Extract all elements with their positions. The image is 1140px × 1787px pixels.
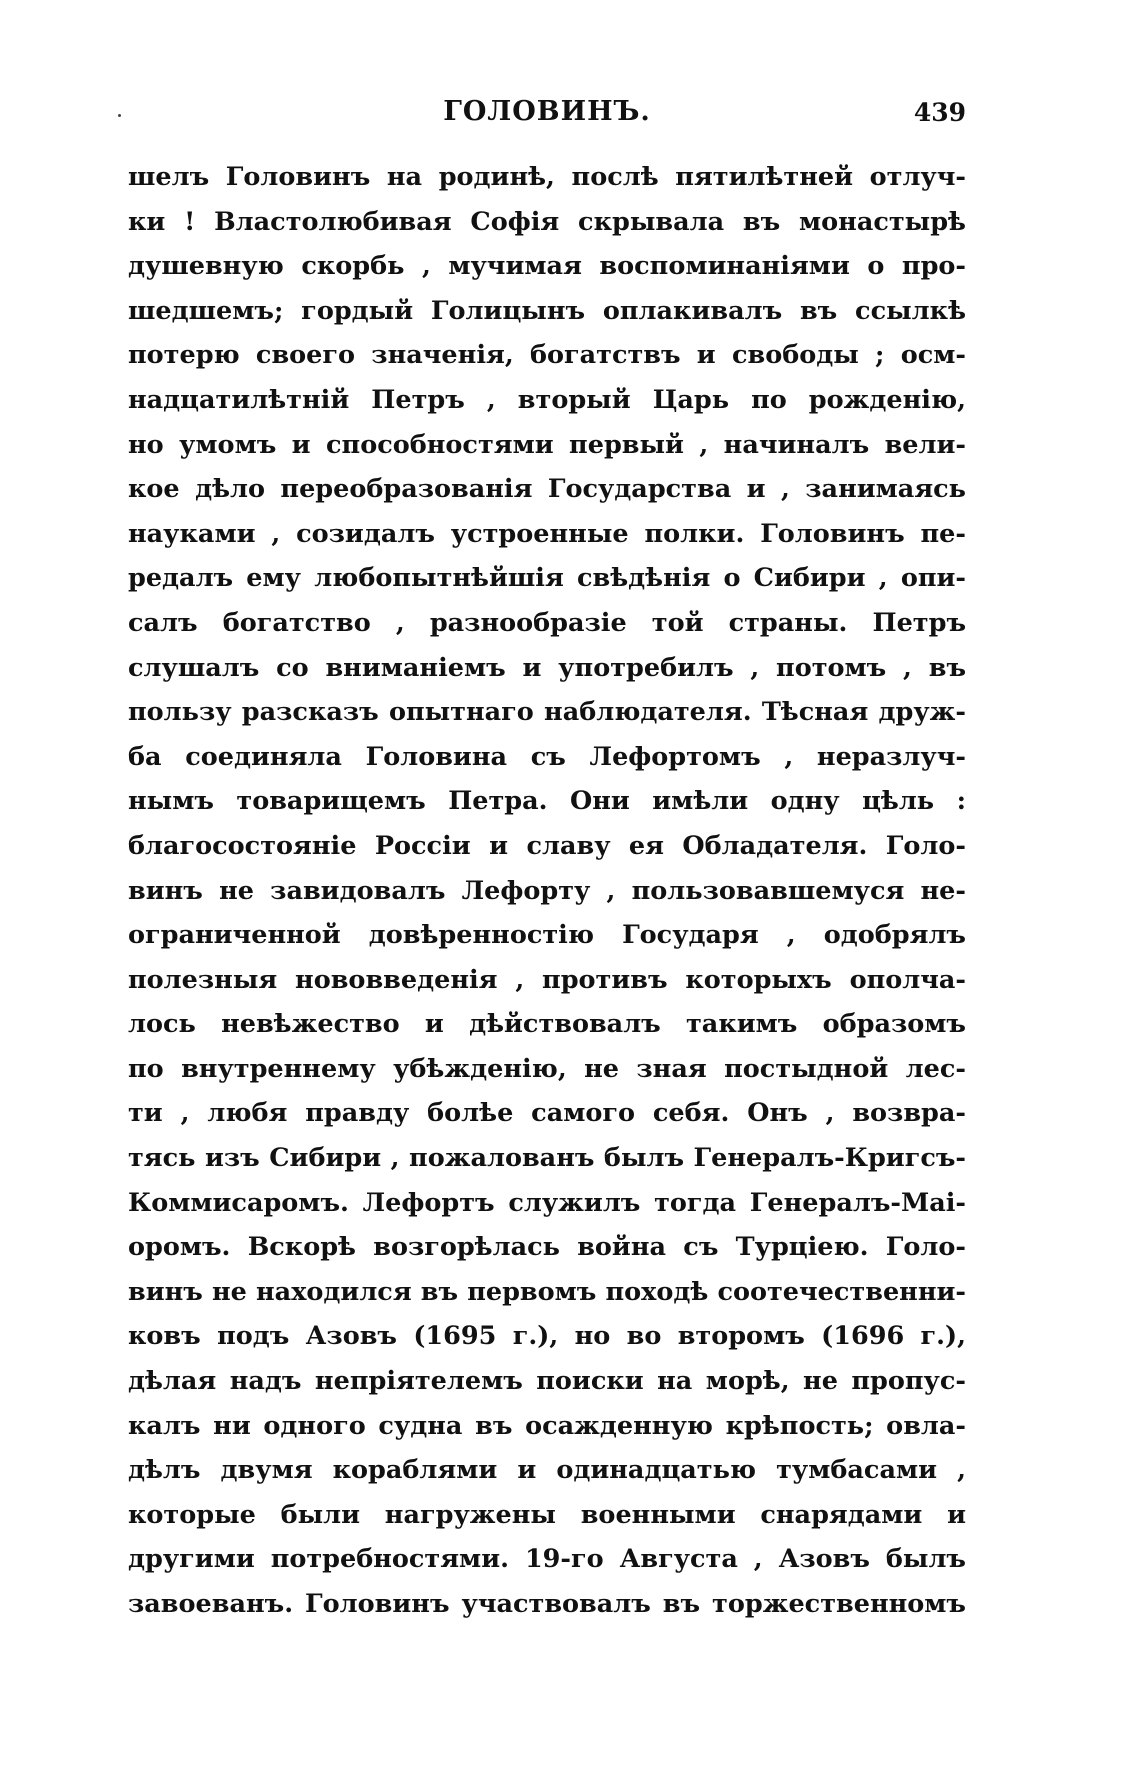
text-line: кое дѣло переобразованія Государства и , занимаясь xyxy=(128,474,966,505)
text-line: калъ ни одного судна въ осажденную крѣпость; овла- xyxy=(128,1410,966,1441)
page-number: 439 xyxy=(913,98,966,127)
text-line: завоеванъ. Головинъ участвовалъ въ торжественномъ xyxy=(128,1589,966,1619)
text-line: дѣлая надъ непріятелемъ поиски на морѣ, не пропус- xyxy=(128,1366,966,1397)
text-line: лось невѣжество и дѣйствовалъ такимъ образомъ xyxy=(128,1009,966,1040)
text-line: винъ не находился въ первомъ походѣ соотечественни- xyxy=(128,1276,966,1307)
text-line: потерю своего значенія, богатствъ и свободы ; осм- xyxy=(128,340,966,371)
text-line: по внутреннему убѣжденію, не зная постыдной лес- xyxy=(128,1053,966,1084)
stray-mark xyxy=(118,114,121,117)
text-line: ковъ подъ Азовъ (1695 г.), но во второмъ (1696 г.), xyxy=(128,1321,966,1352)
text-line: оромъ. Вскорѣ возгорѣлась война съ Турціею. Голо- xyxy=(128,1232,966,1263)
text-line: науками , созидалъ устроенные полки. Головинъ пе- xyxy=(128,518,966,549)
text-line: ба соединяла Головина съ Лефортомъ , неразлуч- xyxy=(128,741,966,772)
text-line: редалъ ему любопытнѣйшія свѣдѣнія о Сибири , опи- xyxy=(128,563,966,594)
text-line: благосостояніе Россіи и славу ея Обладателя. Голо- xyxy=(128,830,966,861)
page-header xyxy=(128,96,966,136)
text-line: которые были нагружены военными снарядами и xyxy=(128,1499,966,1530)
text-line: нымъ товарищемъ Петра. Они имѣли одну цѣль : xyxy=(128,786,966,817)
text-line: Коммисаромъ. Лефортъ служилъ тогда Генералъ-Маі- xyxy=(128,1187,966,1218)
text-line: винъ не завидовалъ Лефорту , пользовавшемуся не- xyxy=(128,875,966,906)
text-line: но умомъ и способностями первый , начиналъ вели- xyxy=(128,429,966,460)
text-line: салъ богатство , разнообразіе той страны. Петръ xyxy=(128,607,966,638)
text-line: шедшемъ; гордый Голицынъ оплакивалъ въ ссылкѣ xyxy=(128,295,966,326)
text-line: другими потребностями. 19-го Августа , Азовъ былъ xyxy=(128,1544,966,1575)
text-line: пользу разсказъ опытнаго наблюдателя. Тѣсная друж- xyxy=(128,697,966,728)
running-title: ГОЛОВИНЪ. xyxy=(443,96,651,127)
text-line: шелъ Головинъ на родинѣ, послѣ пятилѣтней отлуч- xyxy=(128,162,966,192)
text-line: душевную скорбь , мучимая воспоминаніями о про- xyxy=(128,251,966,282)
text-line: ограниченной довѣренностію Государя , одобрялъ xyxy=(128,920,966,951)
text-line: надцатилѣтній Петръ , вторый Царь по рожденію, xyxy=(128,384,966,415)
text-line: слушалъ со вниманіемъ и употребилъ , потомъ , въ xyxy=(128,652,966,683)
text-line: дѣлъ двумя кораблями и одинадцатью тумбасами , xyxy=(128,1455,966,1486)
text-line: тясь изъ Сибири , пожалованъ былъ Генералъ-Кригсъ- xyxy=(128,1143,966,1174)
text-line: ки ! Властолюбивая Софія скрывала въ монастырѣ xyxy=(128,206,966,237)
text-line: полезныя нововведенія , противъ которыхъ ополча- xyxy=(128,964,966,995)
body-text xyxy=(128,155,966,1627)
text-line: ти , любя правду болѣе самого себя. Онъ , возвра- xyxy=(128,1098,966,1129)
